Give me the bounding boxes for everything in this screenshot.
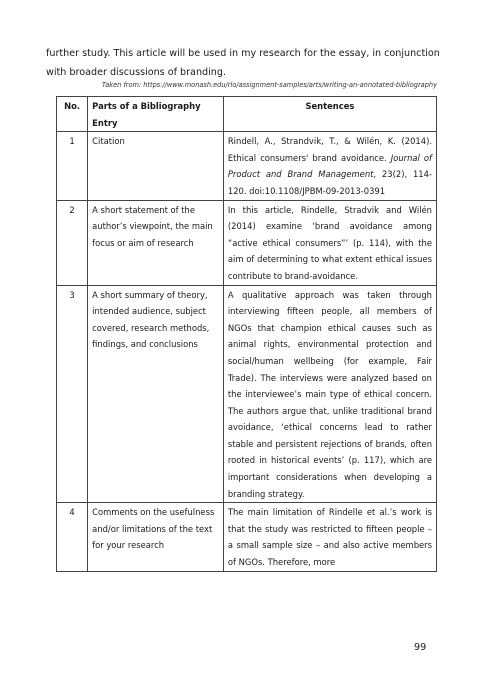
intro-line-2: with broader discussions of branding. <box>46 67 226 78</box>
source-citation: Taken from: https://www.monash.edu/rlo/assignment-samples/arts/writing-an-annotated-bibliography <box>101 81 437 89</box>
intro-paragraph <box>46 44 446 82</box>
row-sentence: In this article, Rindelle, Stradvik and Wilén (2014) examine ‘brand avoidance among “active ethical consumers”’ (p. 114), with the aim of determining to what extent ethical issues contribute to brand-avoidance. <box>223 200 436 285</box>
row-number: 1 <box>57 132 88 200</box>
citation-details: , 23(2), 114-120. doi:10.1108/JPBM-09-2013-0391 <box>227 169 432 196</box>
row-number: 4 <box>57 503 88 571</box>
citation-text: Rindell, A., Strandvik, T., & Wilén, K. (2014). Ethical consumers' brand avoidance. <box>227 136 432 163</box>
row-part: A short summary of theory, intended audience, subject covered, research methods, findings, and conclusions <box>88 285 224 503</box>
row-part: A short statement of the author’s viewpoint, the main focus or aim of research <box>88 200 224 285</box>
table-header-row <box>57 97 437 132</box>
row-sentence: The main limitation of Rindelle et al.’s work is that the study was restricted to fifteen people – a small sample size – and also active members of NGOs. Therefore, more <box>223 503 436 571</box>
bibliography-table <box>56 96 437 572</box>
row-number: 3 <box>57 285 88 503</box>
row-sentence <box>223 132 436 200</box>
row-part: Citation <box>88 132 224 200</box>
header-no: No. <box>57 97 88 132</box>
table-row <box>57 132 437 200</box>
page-number: 99 <box>414 642 427 653</box>
row-number: 2 <box>57 200 88 285</box>
table-row <box>57 285 437 503</box>
header-part: Parts of a Bibliography Entry <box>88 97 224 132</box>
row-part: Comments on the usefulness and/or limitations of the text for your research <box>88 503 224 571</box>
intro-line-1: further study. This article will be used in my research for the essay, in conjunction <box>46 48 440 59</box>
table-row <box>57 503 437 571</box>
row-sentence: A qualitative approach was taken through interviewing fifteen people, all members of NGOs that champion ethical causes such as animal rights, environmental protection and social/human wellbeing (for example, Fair Trade). The interviews were analyzed based on the interviewee’s main type of ethical concern. The authors argue that, unlike traditional brand avoidance, ‘ethical concerns lead to rather stable and persistent rejections of brands, often rooted in historical events’ (p. 117), which are important considerations when developing a branding strategy. <box>223 285 436 503</box>
table-row <box>57 200 437 285</box>
header-sentences: Sentences <box>223 97 436 132</box>
journal-title: Journal of Product and Brand Management <box>227 152 432 180</box>
